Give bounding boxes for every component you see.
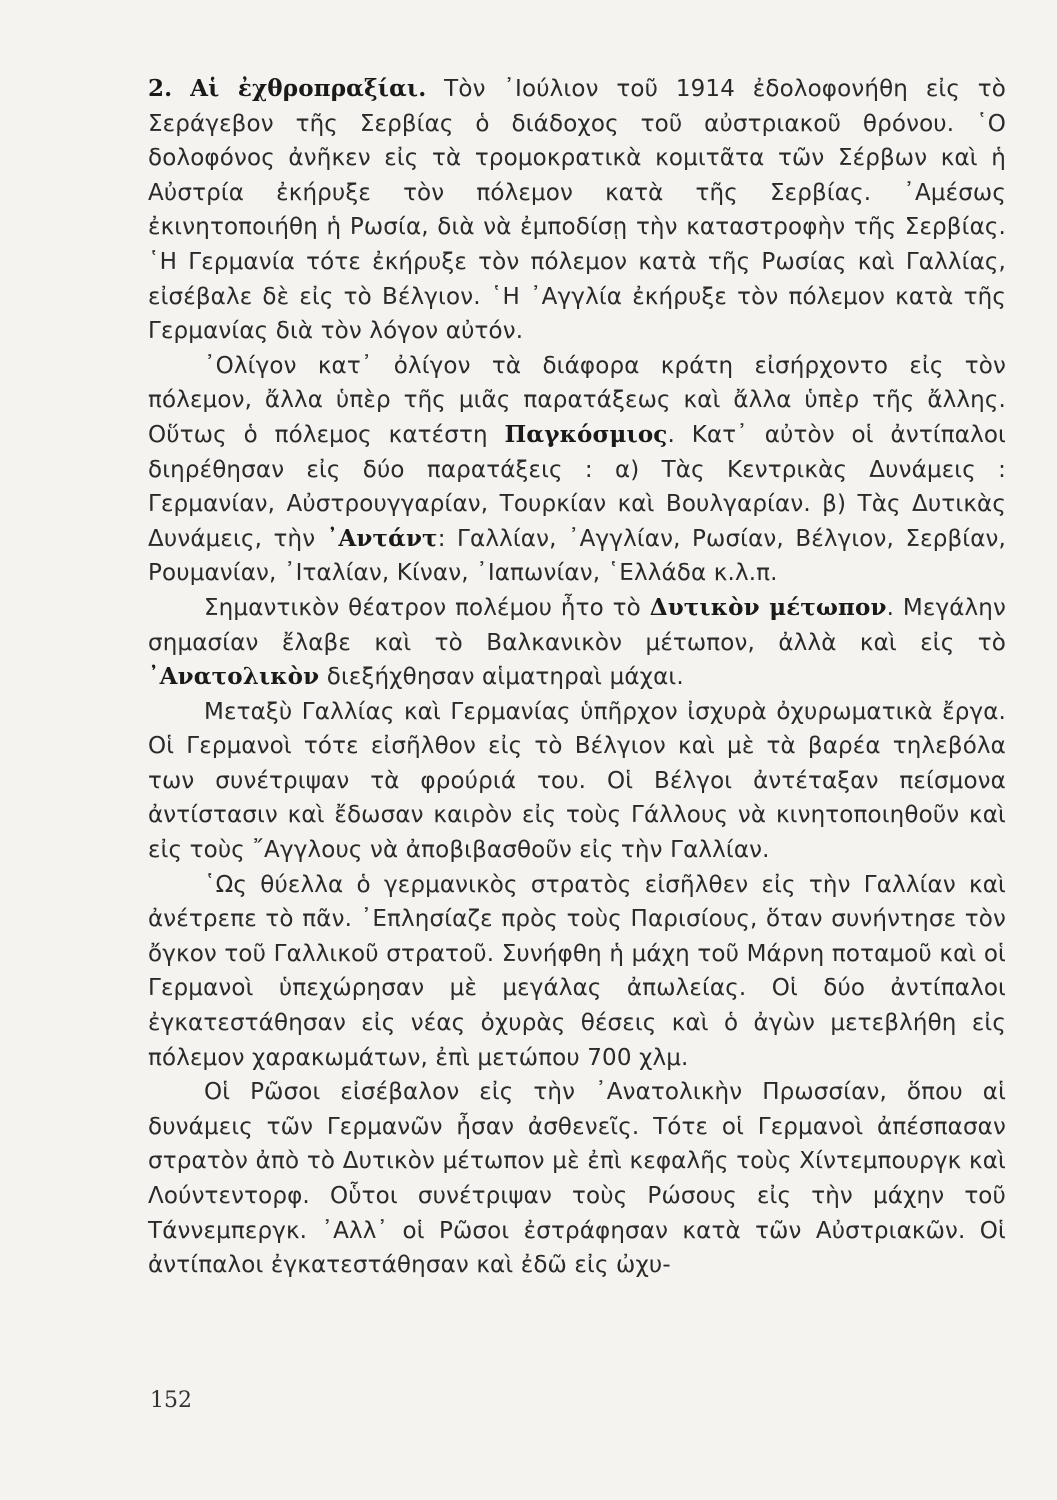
paragraph-body [148,595,1006,690]
text-run: Τὸν ᾿Ιούλιον τοῦ 1914 ἐδολοφονήθη εἰς τὸ Σεράγεβον τῆς Σερβίας ὁ διάδοχος τοῦ αὐστριακοῦ θρόνου. ῾Ο δολοφόνος ἀνῆκεν εἰς τὰ τρομοκρατικὰ κομιτᾶτα τῶν Σέρβων καὶ ἡ Αὐστρία ἐκήρυξε τὸν πόλεμον κατὰ τῆς Σερβίας. ᾿Αμέσως ἐκινητοποιήθη ἡ Ρωσία, διὰ νὰ ἐμποδίσῃ τὴν καταστροφὴν τῆς Σερβίας. ῾Η Γερμανία τότε ἐκήρυξε τὸν πόλεμον κατὰ τῆς Ρωσίας καὶ Γαλλίας, εἰσέβαλε δὲ εἰς τὸ Βέλγιον. ῾Η ᾿Αγγλία ἐκήρυξε τὸν πόλεμον κατὰ τῆς Γερμανίας διὰ τὸν λόγον αὐτόν. [148,76,1007,345]
emphasis-term: Δυτικὸν μέτωπον [649,593,887,621]
paragraph-body [148,353,1006,587]
paragraph-5 [148,868,1006,1076]
text-run: ῾Ως θύελλα ὁ γερμανικὸς στρατὸς εἰσῆλθεν εἰς τὴν Γαλλίαν καὶ ἀνέτρεπε τὸ πᾶν. ᾿Επλησίαζε πρὸς τοὺς Παρισίους, ὅταν συνήντησε τὸν ὄγκον τοῦ Γαλλικοῦ στρατοῦ. Συνήφθη ἡ μάχη τοῦ Μάρνη ποταμοῦ καὶ οἱ Γερμανοὶ ὑπεχώρησαν μὲ μεγάλας ἀπωλείας. Οἱ δύο ἀντίπαλοι ἐγκατεστάθησαν εἰς νέας ὀχυρὰς θέσεις καὶ ὁ ἀγὼν μετεβλήθη εἰς πόλεμον χαρακωμάτων, ἐπὶ μετώπου 700 χλμ. [148,871,1006,1071]
paragraph-body [148,76,1006,344]
text-run: διεξήχθησαν αἱματηραὶ μάχαι. [319,664,684,691]
text-run: Οἱ Ρῶσοι εἰσέβαλον εἰς τὴν ᾿Ανατολικὴν Πρωσσίαν, ὅπου αἱ δυνάμεις τῶν Γερμανῶν ἦσαν ἀσθενεῖς. Τότε οἱ Γερμανοὶ ἀπέσπασαν στρατὸν ἀπὸ τὸ Δυτικὸν μέτωπον μὲ ἐπὶ κεφαλῆς τοὺς Χίντεμπουργκ καὶ Λούντεντορφ. Οὗτοι συνέτριψαν τοὺς Ρώσους εἰς τὴν μάχην τοῦ Τάννεμπεργκ. ᾿Αλλ᾿ οἱ Ρῶσοι ἐστράφησαν κατὰ τῶν Αὐστριακῶν. Οἱ ἀντίπαλοι ἐγκατεστάθησαν καὶ ἐδῶ εἰς ὠχυ- [148,1079,1006,1279]
body-text [148,72,1006,1283]
paragraph-3 [148,591,1006,695]
emphasis-term: ᾿Αντάντ [326,524,438,552]
emphasis-term: Παγκόσμιος [504,420,668,448]
paragraph-6 [148,1075,1006,1283]
text-run: . Μεγάλην σημασίαν ἔλαβε καὶ τὸ Βαλκανικὸν μέτωπον, ἀλλὰ καὶ εἰς τὸ [148,594,1007,656]
text-run: Μεταξὺ Γαλλίας καὶ Γερμανίας ὑπῆρχον ἰσχυρὰ ὀχυρωματικὰ ἔργα. Οἱ Γερμανοὶ τότε εἰσῆλθον εἰς τὸ Βέλγιον καὶ μὲ τὰ βαρέα τηλεβόλα των συνέτριψαν τὰ φρούριά του. Οἱ Βέλγοι ἀντέταξαν πείσμονα ἀντίστασιν καὶ ἔδωσαν καιρὸν εἰς τοὺς Γάλλους νὰ κινητοποιηθοῦν καὶ εἰς τοὺς ῎Αγγλους νὰ ἀποβιβασθοῦν εἰς τὴν Γαλλίαν. [148,698,1006,864]
paragraph-1 [148,72,1006,349]
paragraph-body [148,699,1006,863]
paragraph-body [148,872,1006,1071]
text-run: ᾿Ολίγον κατ᾿ ὀλίγον τὰ διάφορα κράτη εἰσήρχοντο εἰς τὸν πόλεμον, ἄλλα ὑπὲρ τῆς μιᾶς παρατάξεως καὶ ἄλλα ὑπὲρ τῆς ἄλλης. Οὕτως ὁ πόλεμος κατέστη [148,352,1006,448]
text-run: Σημαντικὸν θέατρον πολέμου ἦτο τὸ [204,594,650,621]
paragraph-4 [148,695,1006,868]
text-run: . Κατ᾿ αὐτὸν οἱ ἀντίπαλοι διηρέθησαν εἰς δύο παρατάξεις : α) Τὰς Κεντρικὰς Δυνάμεις : Γερμανίαν, Αὐστρουγγαρίαν, Τουρκίαν καὶ Βουλγαρίαν. β) Τὰς Δυτικὰς Δυνάμεις, τὴν [148,421,1006,552]
emphasis-term: ᾿Ανατολικὸν [148,663,320,691]
paragraph-body [148,1079,1006,1278]
section-heading: Αἱ ἐχθροπραξίαι. [190,75,427,102]
text-run: : Γαλλίαν, ᾿Αγγλίαν, Ρωσίαν, Βέλγιον, Σερβίαν, Ρουμανίαν, ᾿Ιταλίαν, Κίναν, ᾿Ιαπωνίαν, ῾Ελλάδα κ.λ.π. [148,525,1006,587]
paragraph-2 [148,349,1006,591]
page-number: 152 [150,1388,192,1413]
section-number: 2. [148,75,173,102]
